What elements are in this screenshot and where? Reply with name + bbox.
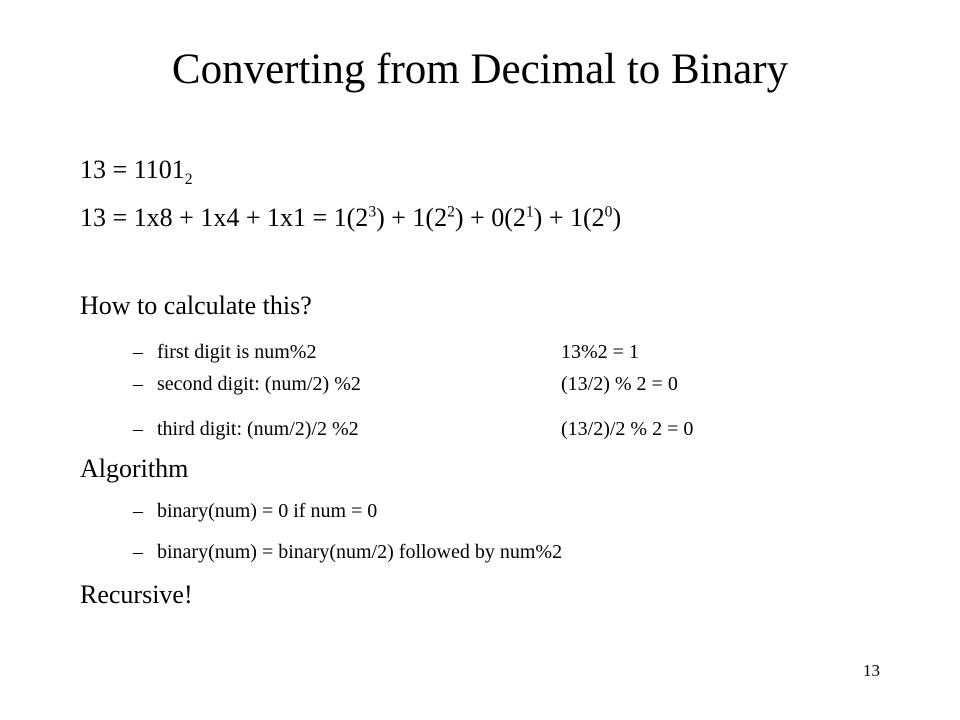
exponent: 0	[604, 203, 613, 221]
exponent: 1	[525, 203, 534, 221]
step-description: first digit is num%2	[157, 341, 317, 363]
conclusion-text: Recursive!	[80, 580, 193, 609]
expansion-part: )	[612, 203, 622, 232]
dash-bullet: –	[133, 341, 143, 363]
question-text: How to calculate this?	[80, 291, 312, 320]
expansion-part: 13 = 1x8 + 1x4 + 1x1 = 1(2	[80, 203, 369, 232]
equation-binary	[80, 152, 193, 188]
step-description: third digit: (num/2)/2 %2	[157, 418, 359, 440]
algorithm-text: binary(num) = 0 if num = 0	[157, 500, 378, 522]
step-result: (13/2)/2 % 2 = 0	[561, 418, 694, 440]
dash-bullet: –	[133, 541, 143, 563]
step-result: (13/2) % 2 = 0	[561, 373, 678, 395]
expansion-part: ) + 0(2	[454, 203, 526, 232]
expansion-part: ) + 1(2	[376, 203, 448, 232]
step-result: 13%2 = 1	[561, 341, 639, 363]
exponent: 2	[447, 203, 455, 221]
equation-binary-text: 13 = 1101	[80, 155, 185, 184]
exponent: 3	[368, 203, 377, 221]
slide-title: Converting from Decimal to Binary	[171, 46, 789, 93]
algorithm-text: binary(num) = binary(num/2) followed by num%2	[157, 541, 563, 563]
base-subscript: 2	[184, 171, 193, 189]
step-description: second digit: (num/2) %2	[157, 373, 361, 395]
equation-expansion	[80, 200, 621, 236]
expansion-part: ) + 1(2	[533, 203, 605, 232]
dash-bullet: –	[133, 500, 143, 522]
algorithm-heading: Algorithm	[80, 454, 189, 483]
dash-bullet: –	[133, 373, 143, 395]
page-number: 13	[863, 661, 880, 680]
dash-bullet: –	[133, 418, 143, 440]
